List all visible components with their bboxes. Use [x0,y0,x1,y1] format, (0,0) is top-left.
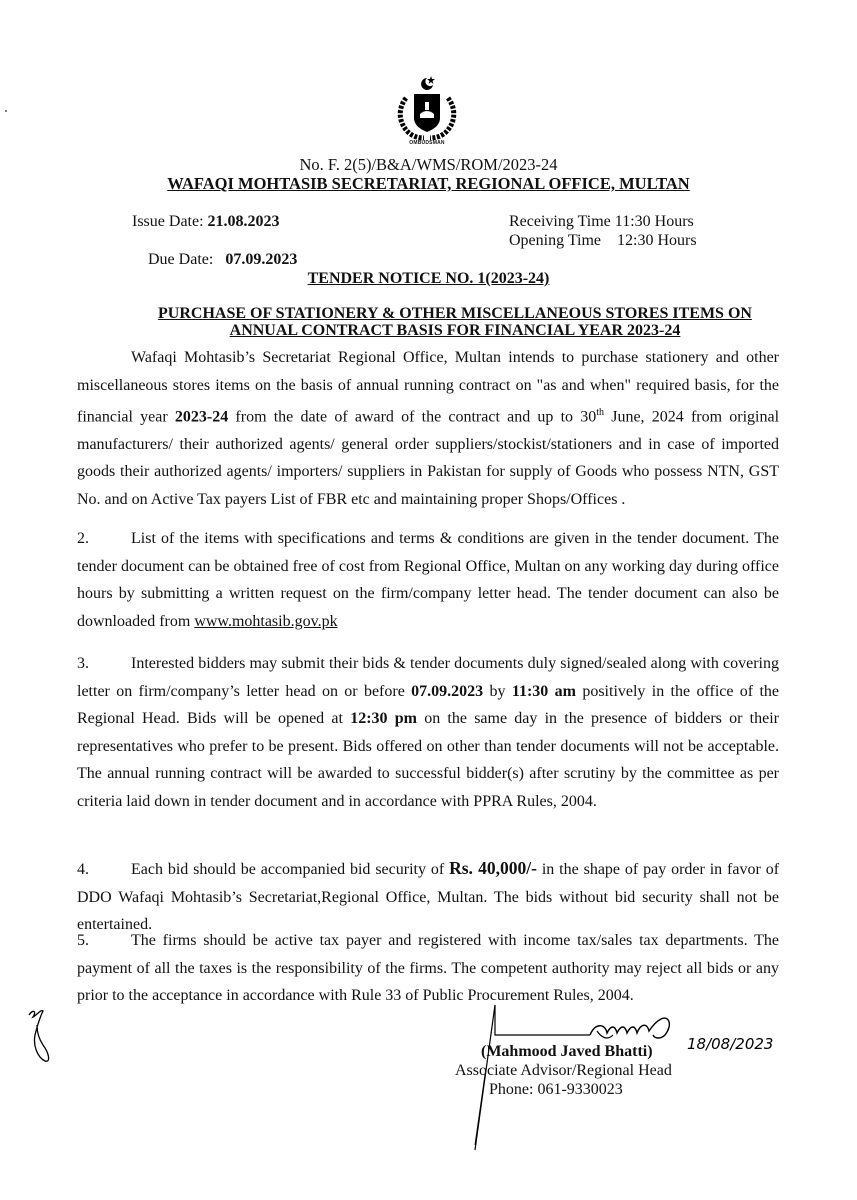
paragraph-2 [77,525,779,635]
opening-time-row [509,231,697,250]
ombudsman-emblem-icon [390,74,464,148]
p1-text-a: Wafaqi Mohtasib’s Secretariat Regional Office, Multan intends to purchase stationery and other miscellaneous stores items on the basis of annual running contract on "as and when" required basis, for the financial year [77,349,779,426]
scan-speck [4,100,8,104]
handwritten-date: 18/08/2023 [687,1035,774,1053]
margin-initial-icon [25,1005,65,1065]
p1-financial-year: 2023-24 [174,408,229,426]
issue-date-label: Issue Date: [132,213,208,230]
p1-text-c: June, 2024 from original manufacturers/ their authorized agents/ general order suppliers/stockist/stationers and in case of imported goods their authorized agents/ importers/ suppliers in Pakistan for supply of Goods who possess NTN, GST No. and on Active Tax payers List of FBR etc and maintaining proper Shops/Offices . [77,408,780,508]
paragraph-3 [77,650,779,815]
paragraph-4-number: 4. [77,861,89,878]
p3-text-d: on the same day in the presence of bidders or their representatives who prefer to be present. Bids offered on other than tender documents will not be acceptable. The annual running contract will be awarded to successful bidder(s) after scrutiny by the committee as per criteria laid down in tender document and in accordance with PPRA Rules, 2004. [77,710,779,810]
website-link[interactable]: www.mohtasib.gov.pk [194,612,338,630]
p2-text: List of the items with specifications and terms & conditions are given in the tender document. The tender document can be obtained free of cost from Regional Office, Multan on any working day during office hours by submitting a written request on the firm/company letter head. The tender document can also be downloaded from [77,530,779,630]
receiving-time-row [509,212,697,231]
office-heading: WAFAQI MOHTASIB SECRETARIAT, REGIONAL OFFICE, MULTAN [167,174,690,193]
due-date-label: Due Date: [148,251,226,268]
opening-time-label: Opening Time [509,232,618,249]
p3-due-date: 07.09.2023 [411,682,484,700]
emblem-caption: OMBUDSMAN [409,140,445,146]
issue-date-value: 21.08.2023 [207,213,280,230]
signatory-name: (Mahmood Javed Bhatti) [481,1043,653,1060]
paragraph-2-number: 2. [77,530,89,547]
time-block [509,212,697,250]
signatory-phone: Phone: 061-9330023 [489,1081,623,1098]
p3-text-c: positively in the office of the Regional Head. Bids will be opened at [77,682,780,727]
signatory-title: Associate Advisor/Regional Head [455,1062,672,1079]
paragraph-3-number: 3. [77,655,89,672]
issue-date-row [132,212,297,231]
paragraph-5-number: 5. [77,932,89,949]
paragraph-4 [77,855,779,939]
p4-bid-security-amount: Rs. 40,000/- [449,858,537,878]
paragraph-1 [77,344,779,513]
opening-time-value: 12:30 Hours [617,232,697,249]
p1-superscript: th [596,407,605,418]
due-date-value: 07.09.2023 [225,251,298,268]
p5-text: The firms should be active tax payer and registered with income tax/sales tax departments. The payment of all the taxes is the responsibility of the firms. The competent authority may reject all bids or any prior to the acceptance in accordance with Rule 33 of Public Procurement Rules, 2004. [77,932,779,1004]
paragraph-1-text [77,344,779,513]
tender-subject: PURCHASE OF STATIONERY & OTHER MISCELLANEOUS STORES ITEMS ON ANNUAL CONTRACT BASIS FOR FINANCIAL YEAR 2023-24 [158,305,752,339]
p3-opening-time: 12:30 pm [350,710,417,727]
tender-notice-title: TENDER NOTICE NO. 1(2023-24) [307,270,550,287]
p4-text-a: Each bid should be accompanied bid security of [131,861,450,878]
p1-text-b: from the date of award of the contract and up to 30 [228,408,597,426]
p3-receiving-time: 11:30 am [511,682,576,700]
p3-text-b: by [483,682,512,700]
p4-text-b: in the shape of pay order in favor of DDO Wafaqi Mohtasib’s Secretariat,Regional Office, Multan. The bids without bid security shall not be entertained. [77,861,780,933]
paragraph-5 [77,927,779,1010]
signatory-block [455,1042,672,1099]
receiving-time-label: Receiving Time [509,213,615,230]
reference-number: No. F. 2(5)/B&A/WMS/ROM/2023-24 [299,155,558,174]
receiving-time-value: 11:30 Hours [614,213,694,230]
p3-text-a: Interested bidders may submit their bids & tender documents duly signed/sealed along with covering letter on firm/company’s letter head on or before [77,655,779,700]
